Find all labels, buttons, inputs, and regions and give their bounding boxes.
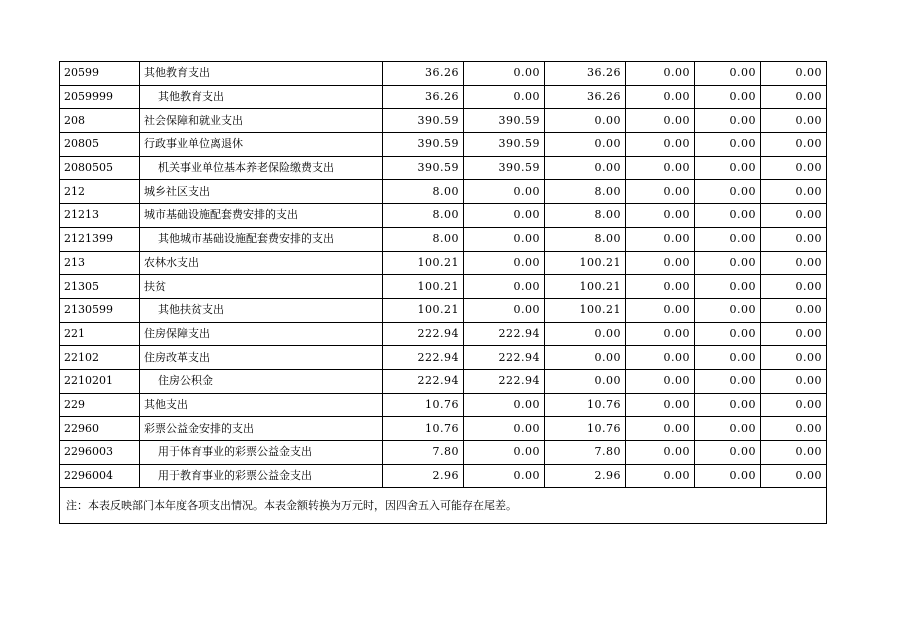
subject-name-cell xyxy=(140,322,383,346)
col-5-value: 0.00 xyxy=(695,227,761,251)
col-2-value: 0.00 xyxy=(464,251,545,275)
table-row xyxy=(60,464,827,488)
subject-code: 21305 xyxy=(60,275,140,299)
col-3-value: 0.00 xyxy=(545,133,626,157)
expenditure-table-sheet xyxy=(59,61,826,524)
col-6-value: 0.00 xyxy=(761,275,827,299)
col-1-value: 100.21 xyxy=(383,298,464,322)
col-6-value: 0.00 xyxy=(761,227,827,251)
col-2-value: 0.00 xyxy=(464,180,545,204)
subject-code: 221 xyxy=(60,322,140,346)
col-1-value: 222.94 xyxy=(383,322,464,346)
col-1-value: 8.00 xyxy=(383,204,464,228)
subject-name-cell xyxy=(140,275,383,299)
col-4-value: 0.00 xyxy=(626,464,695,488)
subject-code: 2059999 xyxy=(60,85,140,109)
col-6-value: 0.00 xyxy=(761,180,827,204)
subject-code: 212 xyxy=(60,180,140,204)
col-4-value: 0.00 xyxy=(626,133,695,157)
subject-name: 其他支出 xyxy=(144,397,188,411)
table-row xyxy=(60,346,827,370)
col-3-value: 0.00 xyxy=(545,156,626,180)
subject-name: 其他教育支出 xyxy=(144,66,210,80)
col-5-value: 0.00 xyxy=(695,62,761,86)
subject-name: 城市基础设施配套费安排的支出 xyxy=(144,208,298,222)
col-2-value: 0.00 xyxy=(464,393,545,417)
col-1-value: 390.59 xyxy=(383,109,464,133)
col-2-value: 0.00 xyxy=(464,85,545,109)
subject-name: 彩票公益金安排的支出 xyxy=(144,421,254,435)
col-4-value: 0.00 xyxy=(626,85,695,109)
col-3-value: 100.21 xyxy=(545,298,626,322)
table-row xyxy=(60,109,827,133)
col-1-value: 10.76 xyxy=(383,417,464,441)
col-6-value: 0.00 xyxy=(761,464,827,488)
subject-code: 229 xyxy=(60,393,140,417)
col-6-value: 0.00 xyxy=(761,62,827,86)
subject-code: 2296003 xyxy=(60,441,140,465)
table-row xyxy=(60,133,827,157)
subject-name-cell xyxy=(140,346,383,370)
table-row xyxy=(60,369,827,393)
subject-code: 2296004 xyxy=(60,464,140,488)
col-1-value: 8.00 xyxy=(383,227,464,251)
table-row xyxy=(60,85,827,109)
col-5-value: 0.00 xyxy=(695,369,761,393)
col-4-value: 0.00 xyxy=(626,251,695,275)
col-1-value: 2.96 xyxy=(383,464,464,488)
col-6-value: 0.00 xyxy=(761,85,827,109)
col-3-value: 0.00 xyxy=(545,109,626,133)
col-4-value: 0.00 xyxy=(626,346,695,370)
col-4-value: 0.00 xyxy=(626,109,695,133)
subject-name-cell xyxy=(140,441,383,465)
col-4-value: 0.00 xyxy=(626,393,695,417)
col-3-value: 10.76 xyxy=(545,393,626,417)
col-3-value: 100.21 xyxy=(545,251,626,275)
col-3-value: 10.76 xyxy=(545,417,626,441)
col-2-value: 0.00 xyxy=(464,62,545,86)
subject-name: 住房保障支出 xyxy=(144,326,210,340)
table-row xyxy=(60,180,827,204)
col-4-value: 0.00 xyxy=(626,156,695,180)
subject-name-cell xyxy=(140,393,383,417)
subject-name-cell xyxy=(140,180,383,204)
col-3-value: 8.00 xyxy=(545,180,626,204)
subject-name: 其他城市基础设施配套费安排的支出 xyxy=(158,232,334,246)
subject-name: 机关事业单位基本养老保险缴费支出 xyxy=(158,161,334,175)
table-row xyxy=(60,322,827,346)
subject-name-cell xyxy=(140,156,383,180)
subject-name-cell xyxy=(140,109,383,133)
col-5-value: 0.00 xyxy=(695,85,761,109)
subject-code: 20599 xyxy=(60,62,140,86)
col-4-value: 0.00 xyxy=(626,369,695,393)
col-3-value: 100.21 xyxy=(545,275,626,299)
table-row xyxy=(60,298,827,322)
note-row xyxy=(60,488,827,524)
col-4-value: 0.00 xyxy=(626,180,695,204)
table-row xyxy=(60,441,827,465)
subject-name-cell xyxy=(140,298,383,322)
subject-name: 扶贫 xyxy=(144,279,166,293)
col-3-value: 2.96 xyxy=(545,464,626,488)
col-6-value: 0.00 xyxy=(761,133,827,157)
col-5-value: 0.00 xyxy=(695,109,761,133)
col-4-value: 0.00 xyxy=(626,322,695,346)
table-row xyxy=(60,417,827,441)
subject-code: 2130599 xyxy=(60,298,140,322)
col-2-value: 0.00 xyxy=(464,275,545,299)
col-1-value: 100.21 xyxy=(383,275,464,299)
col-3-value: 8.00 xyxy=(545,204,626,228)
col-2-value: 0.00 xyxy=(464,298,545,322)
subject-code: 2121399 xyxy=(60,227,140,251)
table-row xyxy=(60,275,827,299)
col-1-value: 36.26 xyxy=(383,62,464,86)
col-5-value: 0.00 xyxy=(695,441,761,465)
col-5-value: 0.00 xyxy=(695,180,761,204)
col-4-value: 0.00 xyxy=(626,298,695,322)
subject-code: 21213 xyxy=(60,204,140,228)
col-2-value: 222.94 xyxy=(464,322,545,346)
table-row xyxy=(60,62,827,86)
subject-name-cell xyxy=(140,251,383,275)
col-5-value: 0.00 xyxy=(695,275,761,299)
table-body xyxy=(60,62,827,488)
table-row xyxy=(60,227,827,251)
col-6-value: 0.00 xyxy=(761,204,827,228)
subject-code: 213 xyxy=(60,251,140,275)
table-row xyxy=(60,393,827,417)
col-6-value: 0.00 xyxy=(761,298,827,322)
col-6-value: 0.00 xyxy=(761,441,827,465)
col-6-value: 0.00 xyxy=(761,346,827,370)
subject-code: 22960 xyxy=(60,417,140,441)
expenditure-table xyxy=(59,61,827,524)
col-5-value: 0.00 xyxy=(695,393,761,417)
col-1-value: 7.80 xyxy=(383,441,464,465)
col-3-value: 0.00 xyxy=(545,322,626,346)
col-6-value: 0.00 xyxy=(761,417,827,441)
col-4-value: 0.00 xyxy=(626,204,695,228)
col-4-value: 0.00 xyxy=(626,417,695,441)
table-note: 注：本表反映部门本年度各项支出情况。本表金额转换为万元时，因四舍五入可能存在尾差。 xyxy=(60,488,827,524)
col-1-value: 10.76 xyxy=(383,393,464,417)
subject-code: 2210201 xyxy=(60,369,140,393)
subject-name-cell xyxy=(140,204,383,228)
col-5-value: 0.00 xyxy=(695,251,761,275)
table-row xyxy=(60,156,827,180)
subject-name: 其他扶贫支出 xyxy=(158,303,224,317)
subject-code: 2080505 xyxy=(60,156,140,180)
col-1-value: 222.94 xyxy=(383,369,464,393)
col-6-value: 0.00 xyxy=(761,322,827,346)
subject-name-cell xyxy=(140,417,383,441)
col-1-value: 222.94 xyxy=(383,346,464,370)
subject-name: 用于体育事业的彩票公益金支出 xyxy=(158,445,312,459)
col-3-value: 0.00 xyxy=(545,369,626,393)
subject-name-cell xyxy=(140,62,383,86)
col-5-value: 0.00 xyxy=(695,346,761,370)
subject-name-cell xyxy=(140,227,383,251)
col-3-value: 0.00 xyxy=(545,346,626,370)
col-1-value: 100.21 xyxy=(383,251,464,275)
col-2-value: 0.00 xyxy=(464,227,545,251)
col-6-value: 0.00 xyxy=(761,393,827,417)
subject-code: 208 xyxy=(60,109,140,133)
col-5-value: 0.00 xyxy=(695,464,761,488)
col-5-value: 0.00 xyxy=(695,298,761,322)
subject-name-cell xyxy=(140,133,383,157)
subject-code: 20805 xyxy=(60,133,140,157)
col-5-value: 0.00 xyxy=(695,322,761,346)
col-3-value: 7.80 xyxy=(545,441,626,465)
col-3-value: 36.26 xyxy=(545,62,626,86)
col-6-value: 0.00 xyxy=(761,109,827,133)
col-6-value: 0.00 xyxy=(761,369,827,393)
subject-name: 行政事业单位离退休 xyxy=(144,137,243,151)
col-5-value: 0.00 xyxy=(695,417,761,441)
col-2-value: 390.59 xyxy=(464,133,545,157)
col-2-value: 0.00 xyxy=(464,204,545,228)
col-1-value: 390.59 xyxy=(383,133,464,157)
table-row xyxy=(60,204,827,228)
subject-name: 农林水支出 xyxy=(144,255,199,269)
col-6-value: 0.00 xyxy=(761,156,827,180)
col-5-value: 0.00 xyxy=(695,156,761,180)
subject-name: 社会保障和就业支出 xyxy=(144,113,243,127)
subject-code: 22102 xyxy=(60,346,140,370)
col-5-value: 0.00 xyxy=(695,133,761,157)
col-4-value: 0.00 xyxy=(626,275,695,299)
subject-name: 城乡社区支出 xyxy=(144,184,210,198)
subject-name-cell xyxy=(140,464,383,488)
col-4-value: 0.00 xyxy=(626,227,695,251)
col-2-value: 390.59 xyxy=(464,109,545,133)
col-1-value: 390.59 xyxy=(383,156,464,180)
subject-name: 其他教育支出 xyxy=(158,90,224,104)
col-3-value: 8.00 xyxy=(545,227,626,251)
col-3-value: 36.26 xyxy=(545,85,626,109)
subject-name: 用于教育事业的彩票公益金支出 xyxy=(158,469,312,483)
table-row xyxy=(60,251,827,275)
col-2-value: 222.94 xyxy=(464,369,545,393)
col-2-value: 0.00 xyxy=(464,417,545,441)
col-2-value: 0.00 xyxy=(464,464,545,488)
col-4-value: 0.00 xyxy=(626,62,695,86)
subject-name-cell xyxy=(140,85,383,109)
col-4-value: 0.00 xyxy=(626,441,695,465)
subject-name-cell xyxy=(140,369,383,393)
col-2-value: 390.59 xyxy=(464,156,545,180)
col-2-value: 0.00 xyxy=(464,441,545,465)
col-5-value: 0.00 xyxy=(695,204,761,228)
col-2-value: 222.94 xyxy=(464,346,545,370)
col-6-value: 0.00 xyxy=(761,251,827,275)
subject-name: 住房公积金 xyxy=(158,374,213,388)
col-1-value: 36.26 xyxy=(383,85,464,109)
col-1-value: 8.00 xyxy=(383,180,464,204)
subject-name: 住房改革支出 xyxy=(144,350,210,364)
